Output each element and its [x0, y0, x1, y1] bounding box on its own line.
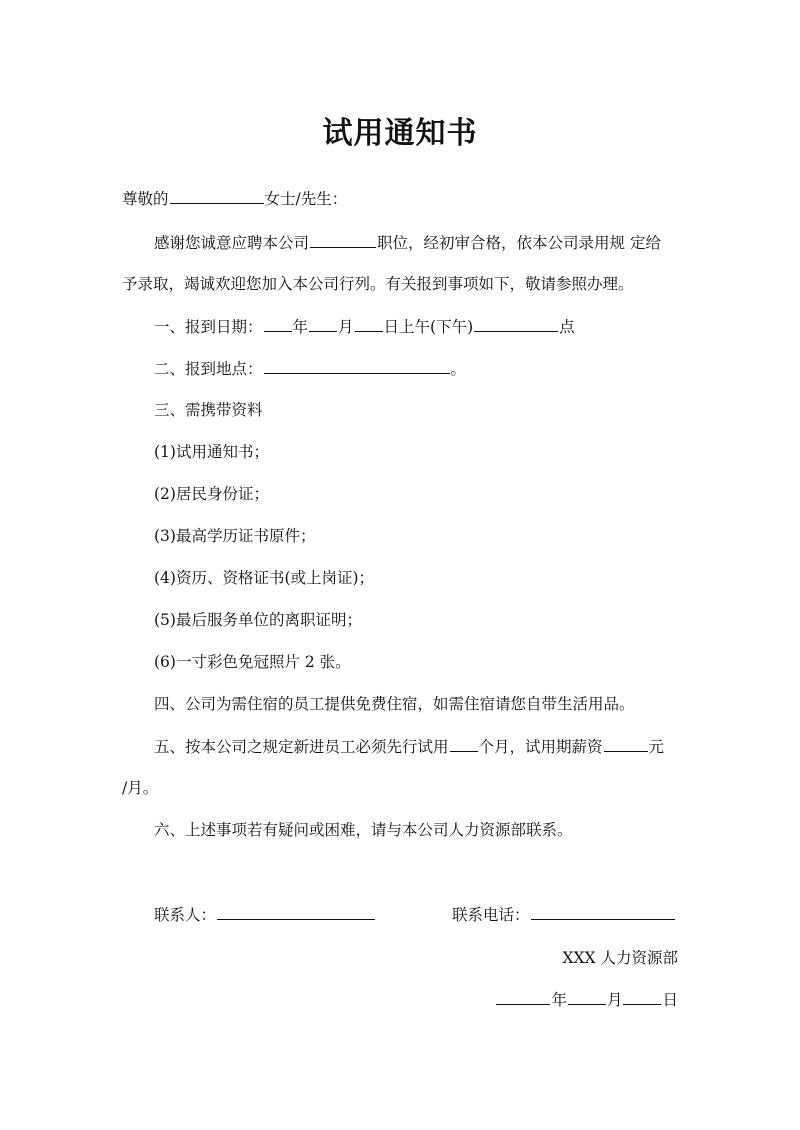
- position-blank[interactable]: [310, 232, 376, 248]
- year-blank[interactable]: [264, 316, 292, 332]
- salary-blank[interactable]: [604, 736, 648, 752]
- materials-heading: 三、需携带资料: [154, 401, 263, 419]
- hour-label: 点: [559, 318, 575, 336]
- materials-item: (5)最后服务单位的离职证明；: [154, 611, 362, 629]
- sign-year-label: 年: [551, 991, 567, 1009]
- report-date-label: 一、报到日期：: [154, 318, 263, 336]
- probation-text-c: 元: [648, 738, 665, 756]
- greeting-suffix: 女士/先生：: [264, 190, 348, 208]
- hour-blank[interactable]: [474, 316, 558, 332]
- report-date-line: [154, 316, 575, 337]
- materials-item: (4)资历、资格证书(或上岗证)；: [154, 569, 375, 587]
- greeting-prefix: 尊敬的: [122, 190, 169, 208]
- sign-month-label: 月: [606, 991, 623, 1009]
- contact-phone-blank[interactable]: [531, 904, 675, 920]
- contact-note-line: 六、上述事项若有疑问或困难，请与本公司人力资源部联系。: [154, 821, 573, 839]
- materials-item: (6)一寸彩色免冠照片 2 张。: [154, 653, 351, 671]
- contact-phone-line: [452, 904, 676, 925]
- signature-date-line: [495, 988, 678, 1010]
- intro-line-2: 予录取，竭诚欢迎您加入本公司行列。有关报到事项如下，敬请参照办理。: [122, 275, 634, 293]
- probation-line-2: /月。: [122, 779, 159, 797]
- document-title: 试用通知书: [322, 116, 478, 151]
- report-location-line: [154, 358, 466, 379]
- location-end: 。: [450, 360, 467, 378]
- materials-item: (1)试用通知书；: [154, 443, 269, 461]
- materials-item: (2)居民身份证；: [154, 485, 269, 503]
- probation-text-a: 五、按本公司之规定新进员工必须先行试用: [154, 738, 449, 756]
- contact-person-label: 联系人：: [154, 906, 217, 924]
- intro-line-1: [154, 232, 661, 253]
- day-ampm-label: 日上午(下午): [383, 318, 474, 336]
- department-signature: XXX 人力资源部: [562, 949, 678, 967]
- day-blank[interactable]: [355, 316, 383, 332]
- intro-text-b: 职位，经初审合格，依本公司录用规 定给: [377, 234, 661, 252]
- year-label: 年: [292, 318, 309, 336]
- accommodation-line: 四、公司为需住宿的员工提供免费住宿，如需住宿请您自带生活用品。: [154, 695, 635, 713]
- month-label: 月: [338, 318, 354, 336]
- intro-text-a: 感谢您诚意应聘本公司: [154, 234, 310, 252]
- probation-months-blank[interactable]: [450, 736, 478, 752]
- sign-year-blank[interactable]: [496, 989, 550, 1005]
- name-blank[interactable]: [170, 188, 264, 204]
- contact-person-line: [154, 904, 376, 925]
- contact-phone-label: 联系电话：: [452, 906, 530, 924]
- report-location-label: 二、报到地点：: [154, 360, 263, 378]
- location-blank[interactable]: [264, 358, 450, 374]
- month-blank[interactable]: [309, 316, 337, 332]
- sign-day-label: 日: [662, 991, 678, 1009]
- probation-text-b: 个月，试用期薪资: [478, 738, 603, 756]
- probation-line-1: [154, 736, 664, 757]
- sign-day-blank[interactable]: [623, 989, 661, 1005]
- sign-month-blank[interactable]: [568, 989, 606, 1005]
- contact-person-blank[interactable]: [217, 904, 375, 920]
- materials-item: (3)最高学历证书原件；: [154, 527, 316, 545]
- greeting-line: [122, 188, 347, 209]
